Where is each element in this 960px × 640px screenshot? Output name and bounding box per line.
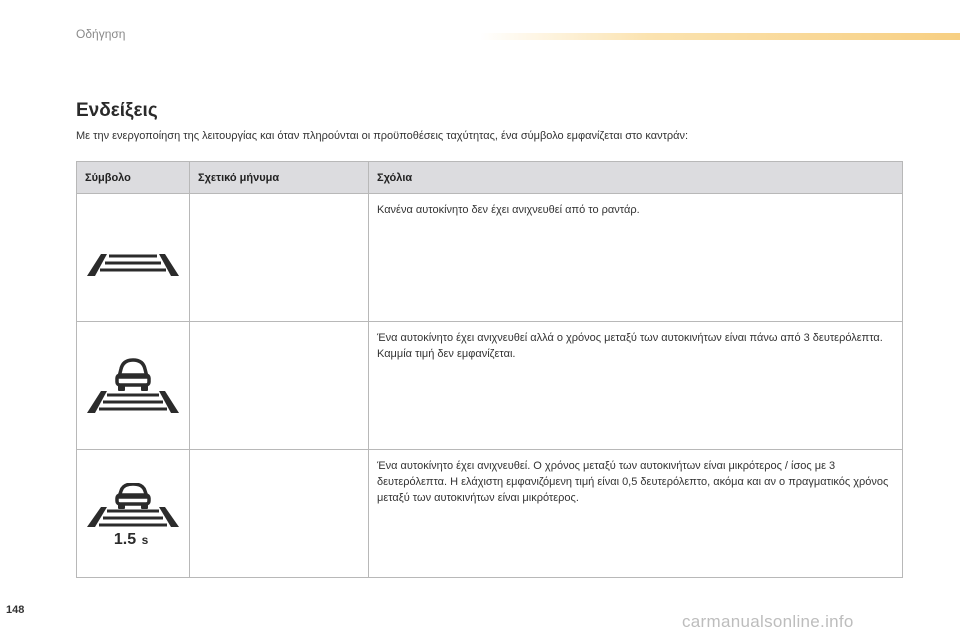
message-cell [190, 450, 369, 578]
intro-paragraph: Με την ενεργοποίηση της λειτουργίας και όταν πληρούνται οι προϋποθέσεις ταχύτητας, ένα σύμβολο εμφανίζεται στο καντράν: [76, 130, 689, 142]
message-cell [190, 194, 369, 322]
time-gap-unit: s [141, 532, 149, 545]
section-header: Οδήγηση [76, 27, 126, 41]
column-header-symbol: Σύμβολο [77, 162, 190, 194]
lane-lines-icon [83, 236, 183, 280]
symbol-cell [77, 322, 190, 450]
table-row [77, 194, 903, 322]
symbol-cell [77, 450, 190, 578]
page-title: Ενδείξεις [76, 100, 158, 121]
indicator-table [76, 161, 903, 578]
symbol-cell [77, 194, 190, 322]
comment-cell: Κανένα αυτοκίνητο δεν έχει ανιχνευθεί από το ραντάρ. [369, 194, 903, 322]
table-header-row [77, 162, 903, 194]
table-row [77, 322, 903, 450]
watermark: carmanualsonline.info [682, 612, 854, 631]
page-number: 148 [6, 604, 25, 616]
car-ahead-time-icon [83, 483, 183, 545]
column-header-comments: Σχόλια [369, 162, 903, 194]
time-gap-value: 1.5 [113, 530, 137, 545]
comment-cell: Ένα αυτοκίνητο έχει ανιχνευθεί αλλά ο χρόνος μεταξύ των αυτοκινήτων είναι πάνω από 3 δευτερόλεπτα. Καμμία τιμή δεν εμφανίζεται. [369, 322, 903, 450]
column-header-message: Σχετικό μήνυμα [190, 162, 369, 194]
comment-cell: Ένα αυτοκίνητο έχει ανιχνευθεί. Ο χρόνος μεταξύ των αυτοκινήτων είναι μικρότερος / ίσος με 3 δευτερόλεπτα. Η ελάχιστη εμφανιζόμενη τιμή είναι 0,5 δευτερόλεπτο, ακόμα και αν ο πραγματικός χρόνος μεταξύ των αυτοκινήτων είναι μικρότερος. [369, 450, 903, 578]
header-accent-bar [480, 33, 960, 40]
table-row [77, 450, 903, 578]
car-ahead-icon [83, 355, 183, 417]
message-cell [190, 322, 369, 450]
